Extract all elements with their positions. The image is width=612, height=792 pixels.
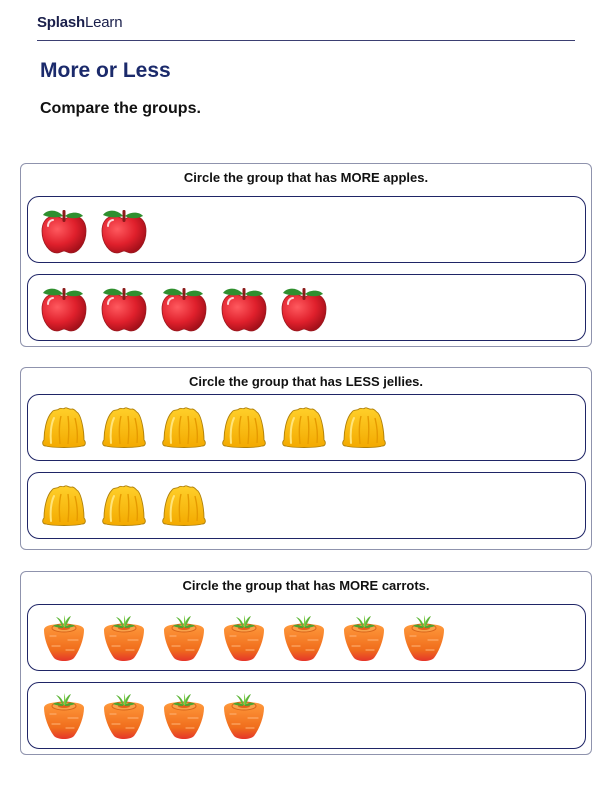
brand-bold: Splash bbox=[37, 14, 85, 31]
carrot-icon bbox=[154, 611, 214, 665]
jelly-group-1[interactable] bbox=[27, 394, 586, 461]
jelly-icon bbox=[214, 401, 274, 455]
apple-icon bbox=[34, 281, 94, 335]
carrot-icon bbox=[34, 611, 94, 665]
jelly-icon bbox=[94, 401, 154, 455]
carrot-icon bbox=[214, 689, 274, 743]
apple-icon bbox=[94, 281, 154, 335]
apple-icon bbox=[274, 281, 334, 335]
apple-icon bbox=[34, 203, 94, 257]
jelly-icon bbox=[154, 401, 214, 455]
apple-icon bbox=[214, 281, 274, 335]
apple-group-1[interactable] bbox=[27, 196, 586, 263]
header-divider bbox=[37, 40, 575, 41]
apple-icon bbox=[94, 203, 154, 257]
carrot-group-1[interactable] bbox=[27, 604, 586, 671]
carrot-icon bbox=[94, 689, 154, 743]
question-card-jellies bbox=[20, 367, 592, 550]
carrot-group-2[interactable] bbox=[27, 682, 586, 749]
page-title: More or Less bbox=[40, 59, 171, 82]
apple-icon bbox=[154, 281, 214, 335]
carrot-icon bbox=[334, 611, 394, 665]
brand-light: Learn bbox=[84, 14, 123, 31]
jelly-icon bbox=[94, 479, 154, 533]
jelly-icon bbox=[274, 401, 334, 455]
carrot-icon bbox=[274, 611, 334, 665]
brand-logo bbox=[37, 14, 122, 31]
jelly-icon bbox=[34, 479, 94, 533]
carrot-icon bbox=[214, 611, 274, 665]
jelly-icon bbox=[334, 401, 394, 455]
instruction: Compare the groups. bbox=[40, 100, 201, 117]
carrot-icon bbox=[34, 689, 94, 743]
apple-group-2[interactable] bbox=[27, 274, 586, 341]
carrot-icon bbox=[394, 611, 454, 665]
question-card-carrots bbox=[20, 571, 592, 755]
question-card-apples bbox=[20, 163, 592, 347]
jelly-icon bbox=[34, 401, 94, 455]
jelly-icon bbox=[154, 479, 214, 533]
jelly-group-2[interactable] bbox=[27, 472, 586, 539]
question-prompt: Circle the group that has MORE apples. bbox=[183, 170, 429, 185]
carrot-icon bbox=[94, 611, 154, 665]
question-prompt: Circle the group that has LESS jellies. bbox=[188, 374, 424, 389]
carrot-icon bbox=[154, 689, 214, 743]
question-prompt: Circle the group that has MORE carrots. bbox=[182, 578, 430, 593]
